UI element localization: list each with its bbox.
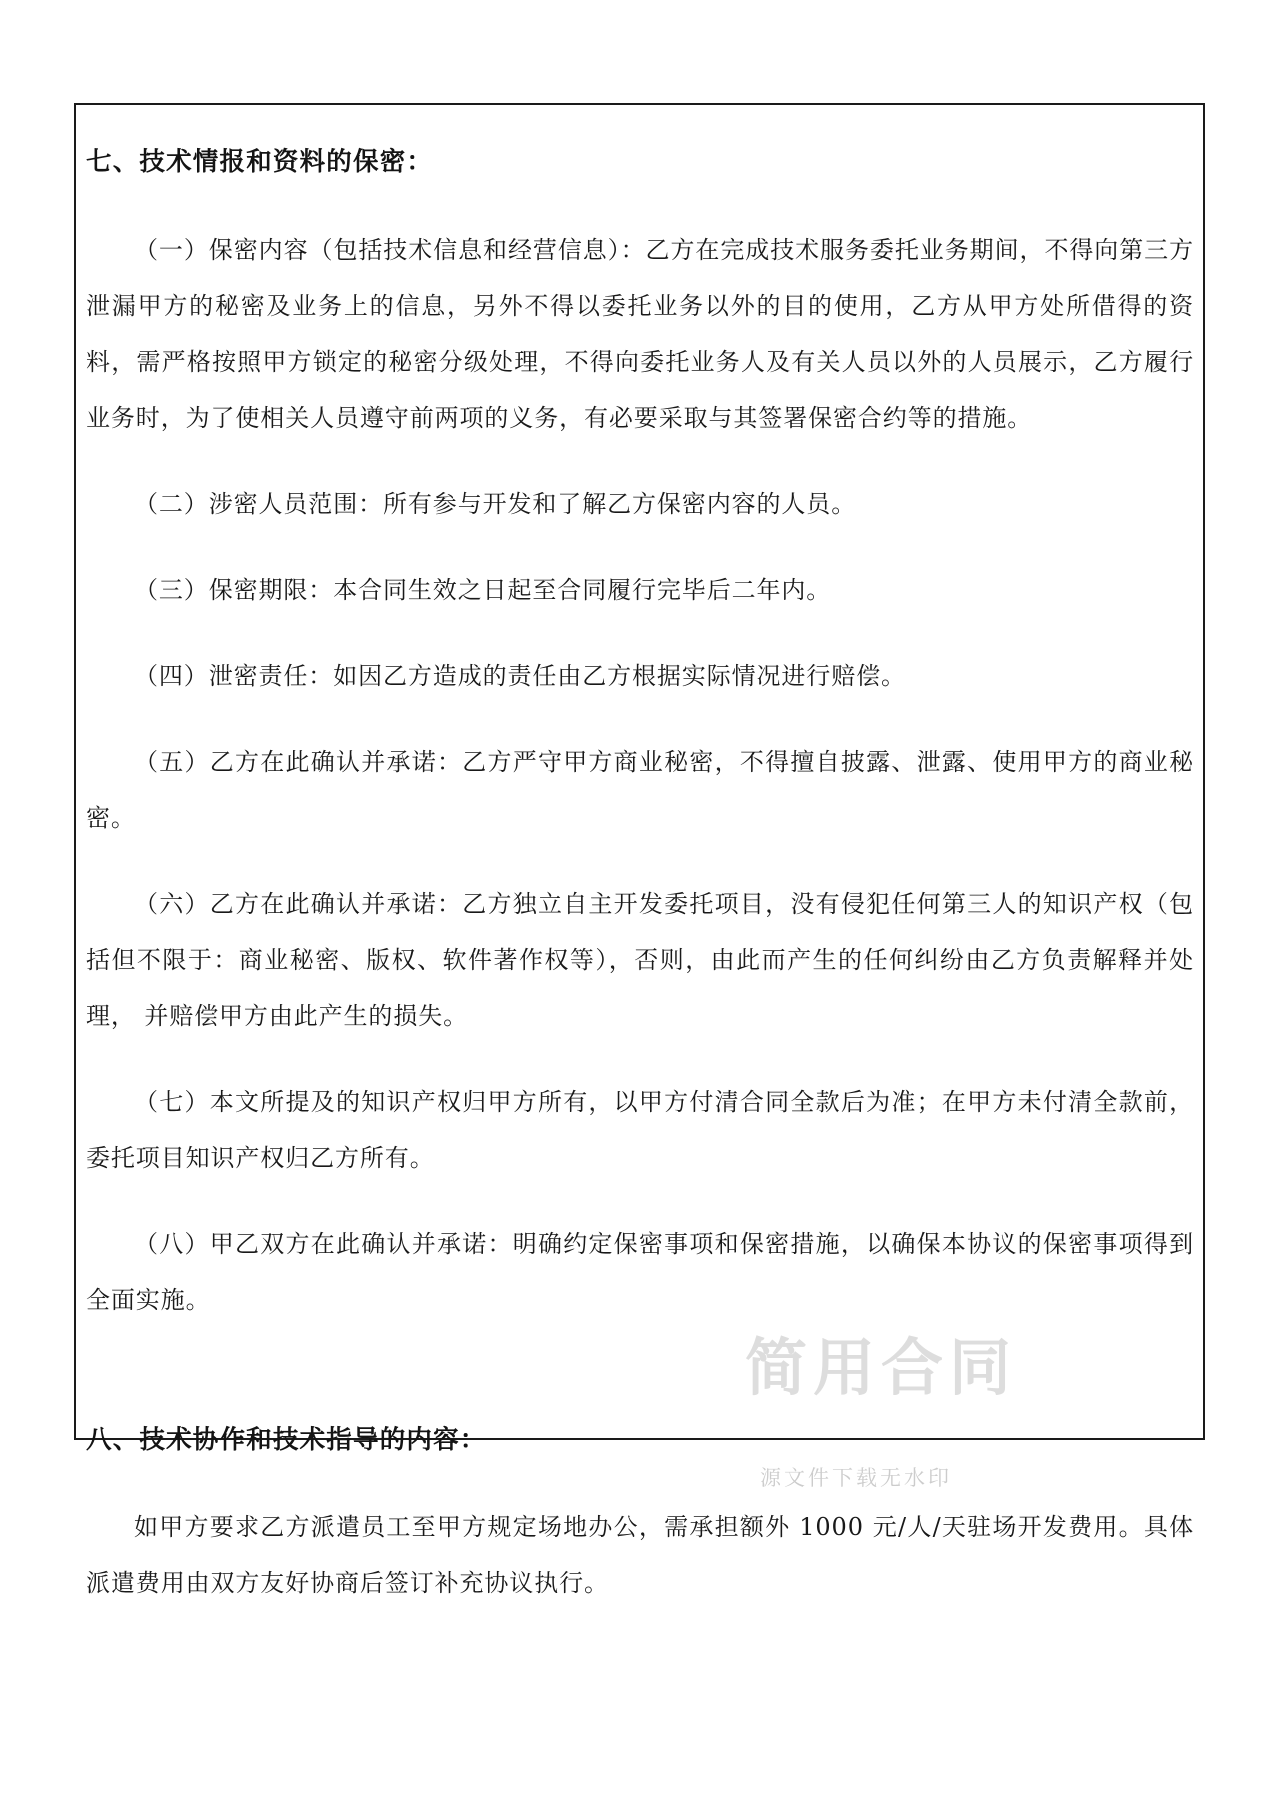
- spacer-before-section-8: [86, 1328, 1194, 1428]
- spacer-clause-7-1: [86, 446, 1194, 476]
- watermark-note-text: 源文件下载无水印: [760, 1466, 952, 1490]
- document-body: [86, 120, 1194, 1611]
- spacer-after-heading-8: [86, 1453, 1194, 1499]
- spacer-clause-7-3: [86, 618, 1194, 648]
- clause-8-1-paragraph: 如甲方要求乙方派遣员工至甲方规定场地办公，需承担额外 1000 元/人/天驻场开发费用。具体派遣费用由双方友好协商后签订补充协议执行。: [86, 1513, 1194, 1597]
- clause-7-4-paragraph: （四）泄密责任：如因乙方造成的责任由乙方根据实际情况进行赔偿。: [134, 661, 906, 690]
- watermark-brand-text: 简用合同: [745, 1331, 1018, 1404]
- clause-7-1-paragraph: （一）保密内容（包括技术信息和经营信息）：乙方在完成技术服务委托业务期间，不得向第三方泄漏甲方的秘密及业务上的信息，另外不得以委托业务以外的目的使用，乙方从甲方处所借得的资料，需严格按照甲方锁定的秘密分级处理，不得向委托业务人及有关人员以外的人员展示，乙方履行业务时，为了使相关人员遵守前两项的义务，有必要采取与其签署保密合约等的措施。: [86, 235, 1194, 432]
- spacer-clause-7-7: [86, 1186, 1194, 1216]
- clause-7-2-paragraph: （二）涉密人员范围：所有参与开发和了解乙方保密内容的人员。: [134, 489, 857, 518]
- spacer-after-heading-7: [86, 176, 1194, 222]
- spacer-clause-7-2: [86, 532, 1194, 562]
- clause-7-6-paragraph: （六）乙方在此确认并承诺：乙方独立自主开发委托项目，没有侵犯任何第三人的知识产权（包括但不限于：商业秘密、版权、软件著作权等），否则，由此而产生的任何纠纷由乙方负责解释并处理， 并赔偿甲方由此产生的损失。: [86, 889, 1194, 1030]
- clause-7-7-paragraph: （七）本文所提及的知识产权归甲方所有，以甲方付清合同全款后为准；在甲方未付清全款前，委托项目知识产权归乙方所有。: [86, 1087, 1194, 1172]
- spacer-clause-7-6: [86, 1044, 1194, 1074]
- clause-7-3-paragraph: （三）保密期限：本合同生效之日起至合同履行完毕后二年内。: [134, 575, 832, 604]
- clause-7-8-paragraph: （八）甲乙双方在此确认并承诺：明确约定保密事项和保密措施，以确保本协议的保密事项得到全面实施。: [86, 1229, 1194, 1314]
- section-heading-8: 八、技术协作和技术指导的内容：: [86, 1424, 487, 1455]
- clause-7-5-paragraph: （五）乙方在此确认并承诺：乙方严守甲方商业秘密，不得擅自披露、泄露、使用甲方的商业秘密。: [86, 747, 1194, 832]
- section-heading-7: 七、技术情报和资料的保密：: [86, 147, 434, 177]
- spacer-top: [86, 120, 1194, 150]
- spacer-clause-7-5: [86, 846, 1194, 876]
- spacer-clause-7-4: [86, 704, 1194, 734]
